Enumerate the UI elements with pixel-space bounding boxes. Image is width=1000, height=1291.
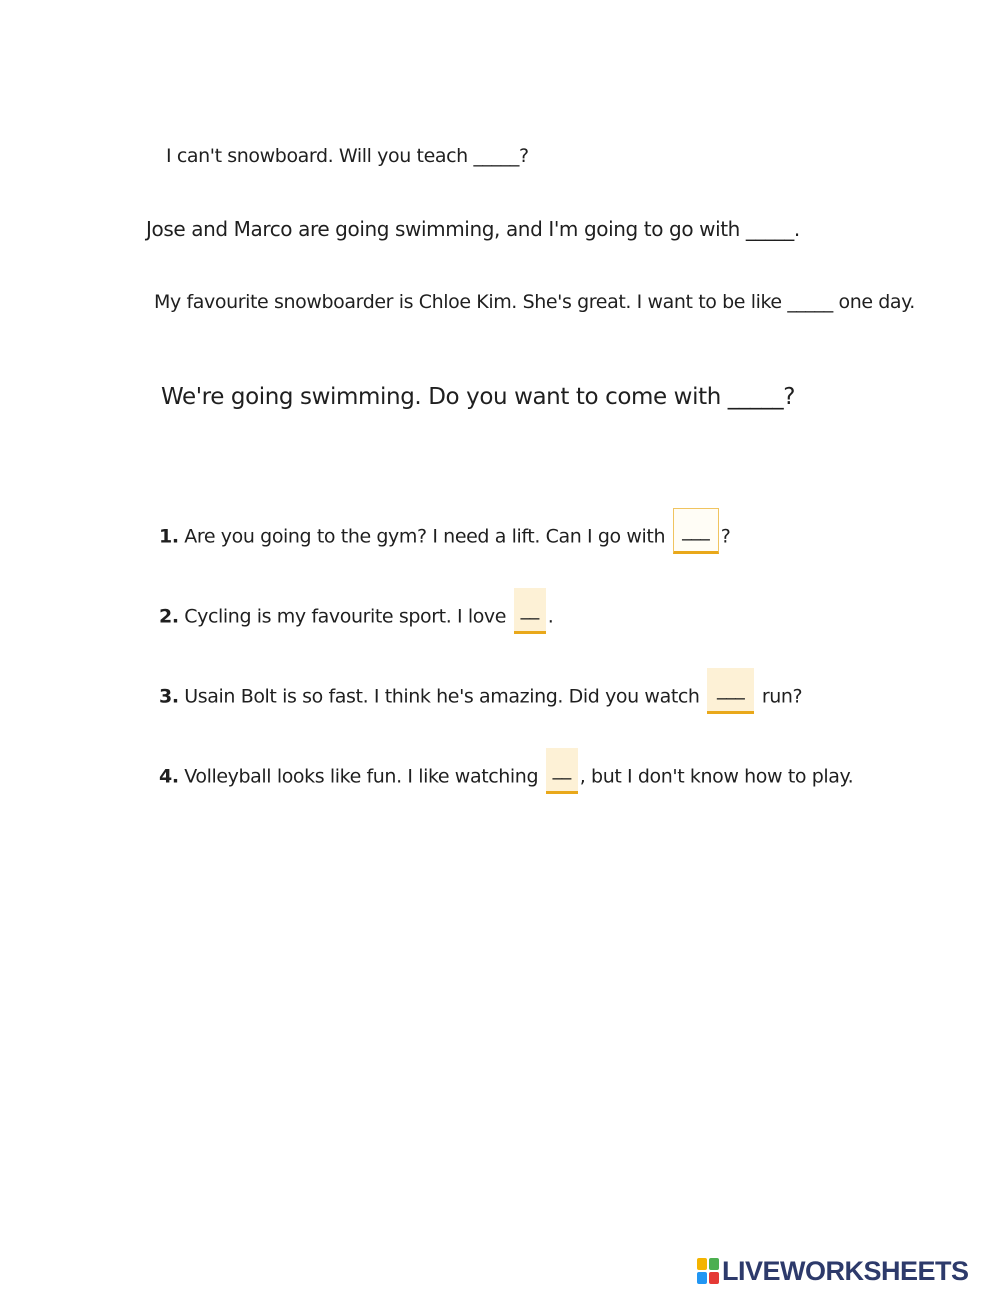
logo-square-3 [697,1272,707,1284]
example-sentence-4: We're going swimming. Do you want to come with _____? [161,384,796,410]
question-text: Are you going to the gym? I need a lift. Can I go with [184,525,666,548]
question-text-end: , but I don't know how to play. [579,765,854,788]
question-number: 2. [159,605,179,628]
answer-blank-4[interactable]: __ [546,748,578,794]
logo-square-1 [697,1258,707,1270]
logo-square-4 [709,1272,719,1284]
question-4 [159,760,853,794]
question-text-end: run? [761,685,803,708]
answer-blank-1[interactable]: ___ [673,508,719,554]
logo-text: LIVEWORKSHEETS [722,1255,969,1286]
question-number: 3. [159,685,179,708]
answer-blank-2[interactable]: __ [514,588,546,634]
question-text-end: ? [720,525,731,548]
question-number: 1. [159,525,179,548]
example-sentence-1: I can't snowboard. Will you teach _____? [166,145,529,167]
question-text-end: . [547,605,554,628]
logo-square-2 [709,1258,719,1270]
question-2 [159,600,553,634]
question-text: Volleyball looks like fun. I like watching [184,765,539,788]
answer-blank-3[interactable]: ___ [707,668,754,714]
example-sentence-3: My favourite snowboarder is Chloe Kim. She's great. I want to be like _____ one day. [154,291,915,313]
question-text: Cycling is my favourite sport. I love [184,605,507,628]
liveworksheets-logo-icon [697,1258,719,1284]
example-sentence-2: Jose and Marco are going swimming, and I'm going to go with _____. [146,217,800,241]
question-number: 4. [159,765,179,788]
question-1 [159,520,730,554]
question-3 [159,680,802,714]
question-text: Usain Bolt is so fast. I think he's amazing. Did you watch [184,685,700,708]
liveworksheets-logo[interactable] [697,1254,969,1288]
